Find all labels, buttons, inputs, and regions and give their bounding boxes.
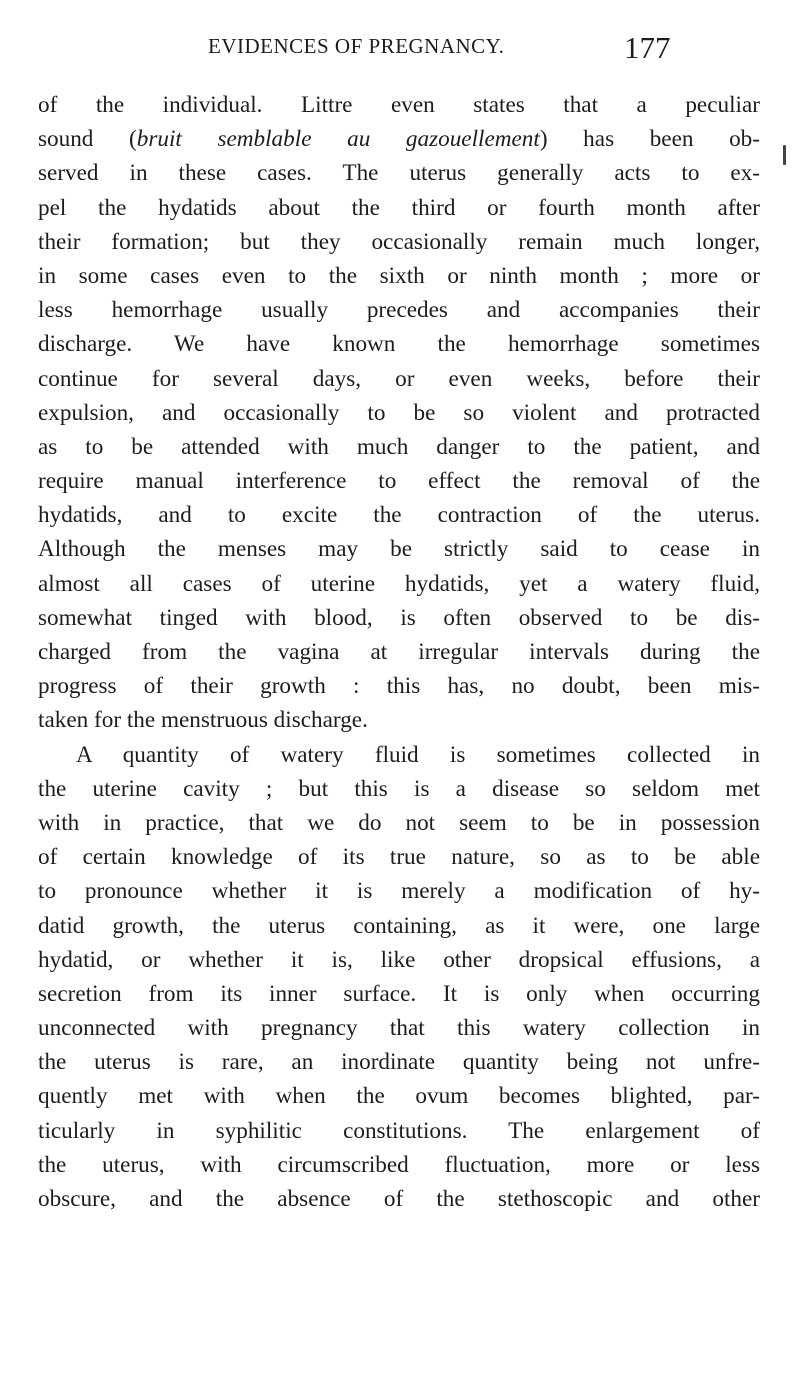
text-line: expulsion, and occasionally to be so violent and protracted [38,399,760,426]
text-fragment: sound ( [38,126,137,153]
text-line: of certain knowledge of its true nature, so as to be able [38,844,760,871]
text-line: the uterine cavity ; but this is a disease so seldom met [38,775,760,802]
text-line: their formation; but they occasionally remain much longer, [38,228,760,255]
text-line: the uterus is rare, an inordinate quantity being not unfre- [38,1049,760,1076]
running-title: EVIDENCES OF PREGNANCY. [208,34,505,58]
body-text [38,88,760,1216]
text-line: almost all cases of uterine hydatids, yet a watery fluid, [38,570,760,597]
text-line: ticularly in syphilitic constitutions. The enlargement of [38,1117,760,1144]
text-line: hydatid, or whether it is, like other dropsical effusions, a [38,946,760,973]
text-line: to pronounce whether it is merely a modification of hy- [38,878,760,905]
text-line: unconnected with pregnancy that this watery collection in [38,1015,760,1042]
text-line: less hemorrhage usually precedes and accompanies their [38,297,760,324]
running-header [208,30,718,64]
italic-phrase: bruit semblable au gazouellement [136,126,540,153]
text-line: continue for several days, or even weeks, before their [38,365,760,392]
text-line: pel the hydatids about the third or fourth month after [38,194,760,221]
text-line: as to be attended with much danger to the patient, and [38,433,760,460]
text-line: require manual interference to effect the removal of the [38,468,760,495]
text-line: quently met with when the ovum becomes blighted, par- [38,1083,760,1110]
text-line: with in practice, that we do not seem to be in possession [38,809,760,836]
text-line: obscure, and the absence of the stethoscopic and other [38,1186,760,1212]
text-line: hydatids, and to excite the contraction of the uterus. [38,502,760,529]
text-fragment: ) has been ob- [539,126,761,153]
text-line: discharge. We have known the hemorrhage sometimes [38,331,760,358]
text-line: taken for the menstruous discharge. [38,707,368,734]
text-line: progress of their growth : this has, no doubt, been mis- [38,673,760,700]
page-number: 177 [624,30,671,65]
text-line: secretion from its inner surface. It is only when occurring [38,980,760,1007]
text-line: somewhat tinged with blood, is often observed to be dis- [38,604,760,631]
text-line: in some cases even to the sixth or ninth month ; more or [38,262,760,289]
margin-mark [783,145,786,165]
paragraph-first-line: A quantity of watery fluid is sometimes collected in [76,741,760,768]
text-line: served in these cases. The uterus generally acts to ex- [38,160,760,187]
text-line: charged from the vagina at irregular intervals during the [38,639,760,665]
text-line: datid growth, the uterus containing, as it were, one large [38,912,760,939]
text-line: the uterus, with circumscribed fluctuation, more or less [38,1151,760,1178]
text-line: Although the menses may be strictly said to cease in [38,536,760,563]
text-line [38,122,760,156]
text-line: of the individual. Littre even states that a peculiar [38,92,760,118]
